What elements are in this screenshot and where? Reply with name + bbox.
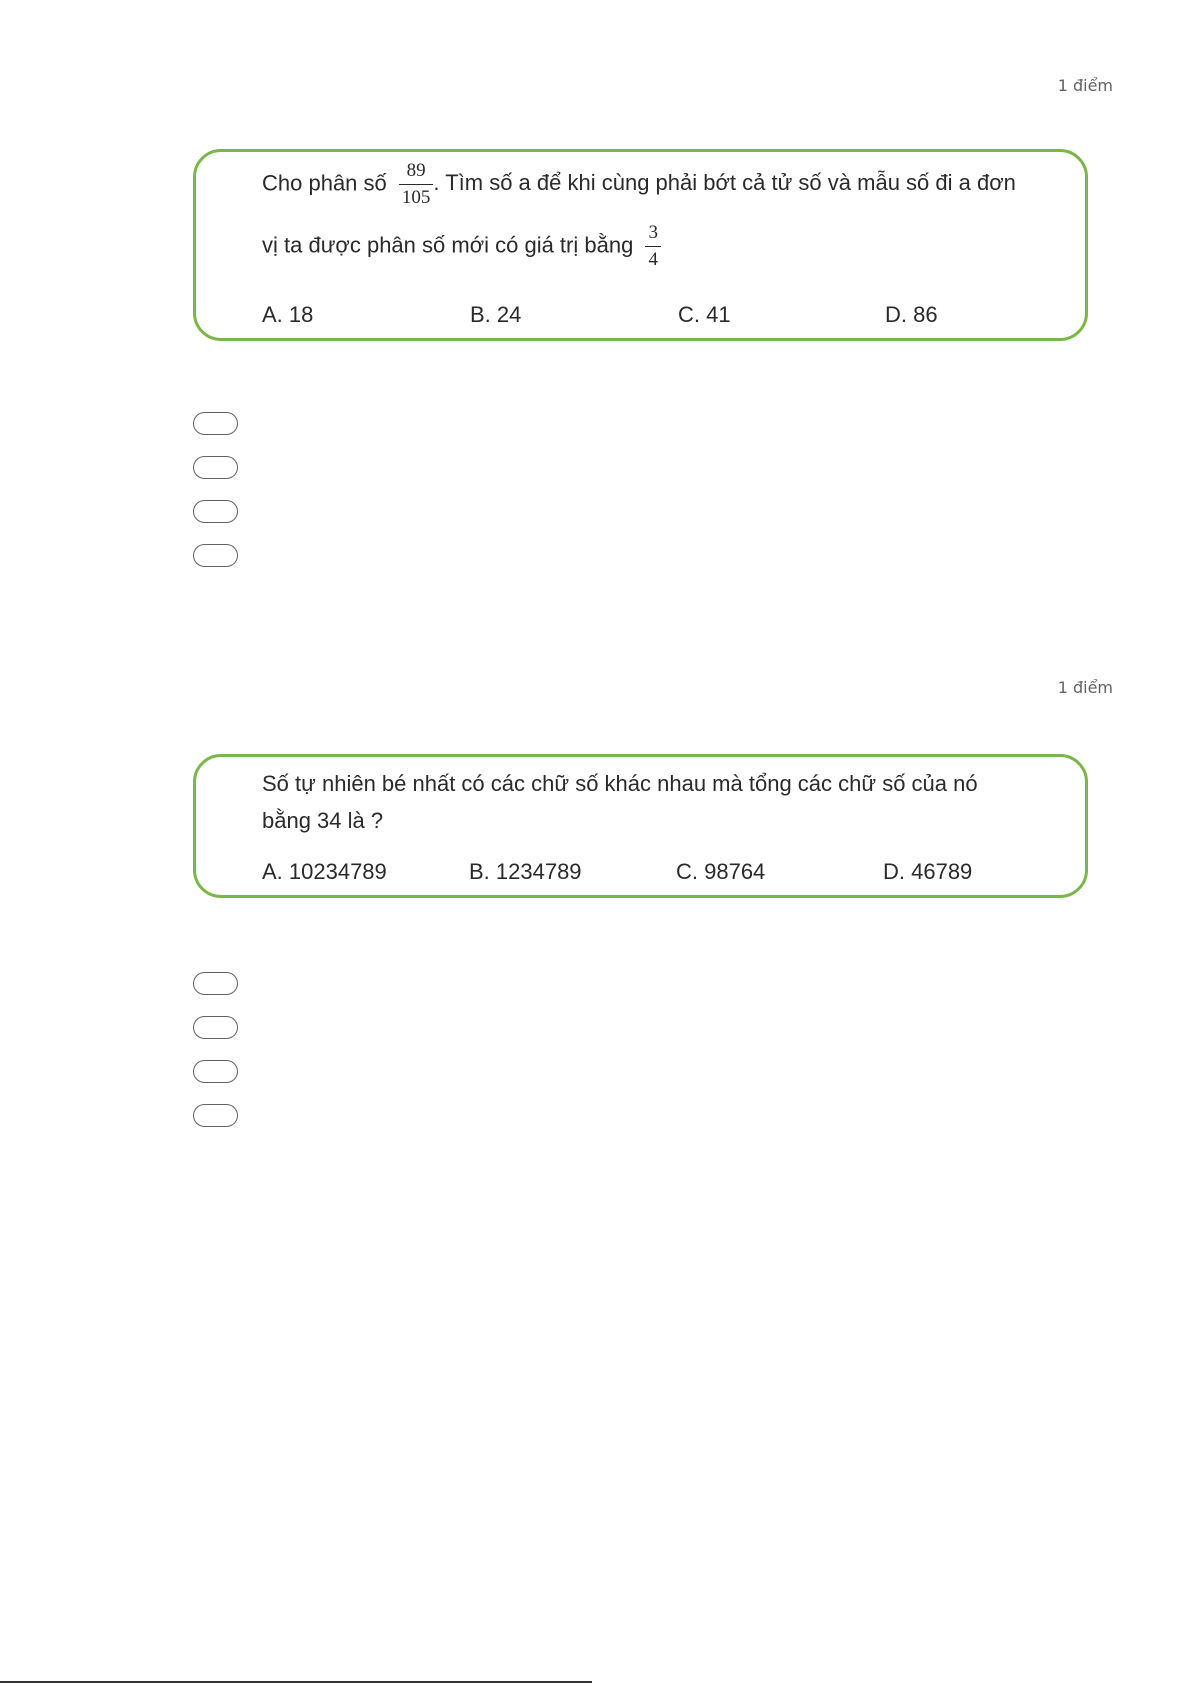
question-1-line-2 <box>262 222 667 271</box>
option-a: A. 10234789 <box>262 859 387 884</box>
question-1-text-c: vị ta được phân số mới có giá trị bằng <box>262 232 634 258</box>
question-2-image <box>193 754 1088 898</box>
radio-option-2[interactable] <box>193 1016 238 1039</box>
fraction-89-105 <box>399 160 434 209</box>
question-1-text-a: Cho phân số <box>262 170 387 196</box>
radio-option-1[interactable] <box>193 972 238 995</box>
radio-option-2[interactable] <box>193 456 238 479</box>
option-b: B. 1234789 <box>469 859 582 884</box>
radio-option-4[interactable] <box>193 544 238 567</box>
radio-option-3[interactable] <box>193 1060 238 1083</box>
question-1-text-b: . Tìm số a để khi cùng phải bớt cả tử số và mẫu số đi a đơn <box>433 170 1016 196</box>
question-2-points: 1 điểm <box>1057 678 1113 697</box>
option-b: B. 24 <box>470 302 522 327</box>
fraction-3-4 <box>645 222 661 271</box>
fraction-numerator: 89 <box>399 160 434 185</box>
question-2-radio-group <box>193 972 238 1148</box>
option-c: C. 98764 <box>676 859 766 884</box>
footer-divider <box>0 1681 592 1683</box>
fraction-denominator: 105 <box>401 187 431 208</box>
option-d: D. 46789 <box>883 859 973 884</box>
question-1-image <box>193 149 1088 341</box>
question-2-line-1: Số tự nhiên bé nhất có các chữ số khác nhau mà tổng các chữ số của nó <box>262 771 978 796</box>
radio-option-1[interactable] <box>193 412 238 435</box>
option-d: D. 86 <box>885 302 938 327</box>
option-a: A. 18 <box>262 302 314 327</box>
question-1-radio-group <box>193 412 238 588</box>
question-2-line-2: bằng 34 là ? <box>262 808 384 833</box>
fraction-numerator: 3 <box>645 222 661 247</box>
radio-option-4[interactable] <box>193 1104 238 1127</box>
option-c: C. 41 <box>678 302 731 327</box>
question-1-line-1 <box>262 160 1016 209</box>
question-1-points: 1 điểm <box>1057 76 1113 95</box>
fraction-denominator: 4 <box>648 249 658 270</box>
radio-option-3[interactable] <box>193 500 238 523</box>
